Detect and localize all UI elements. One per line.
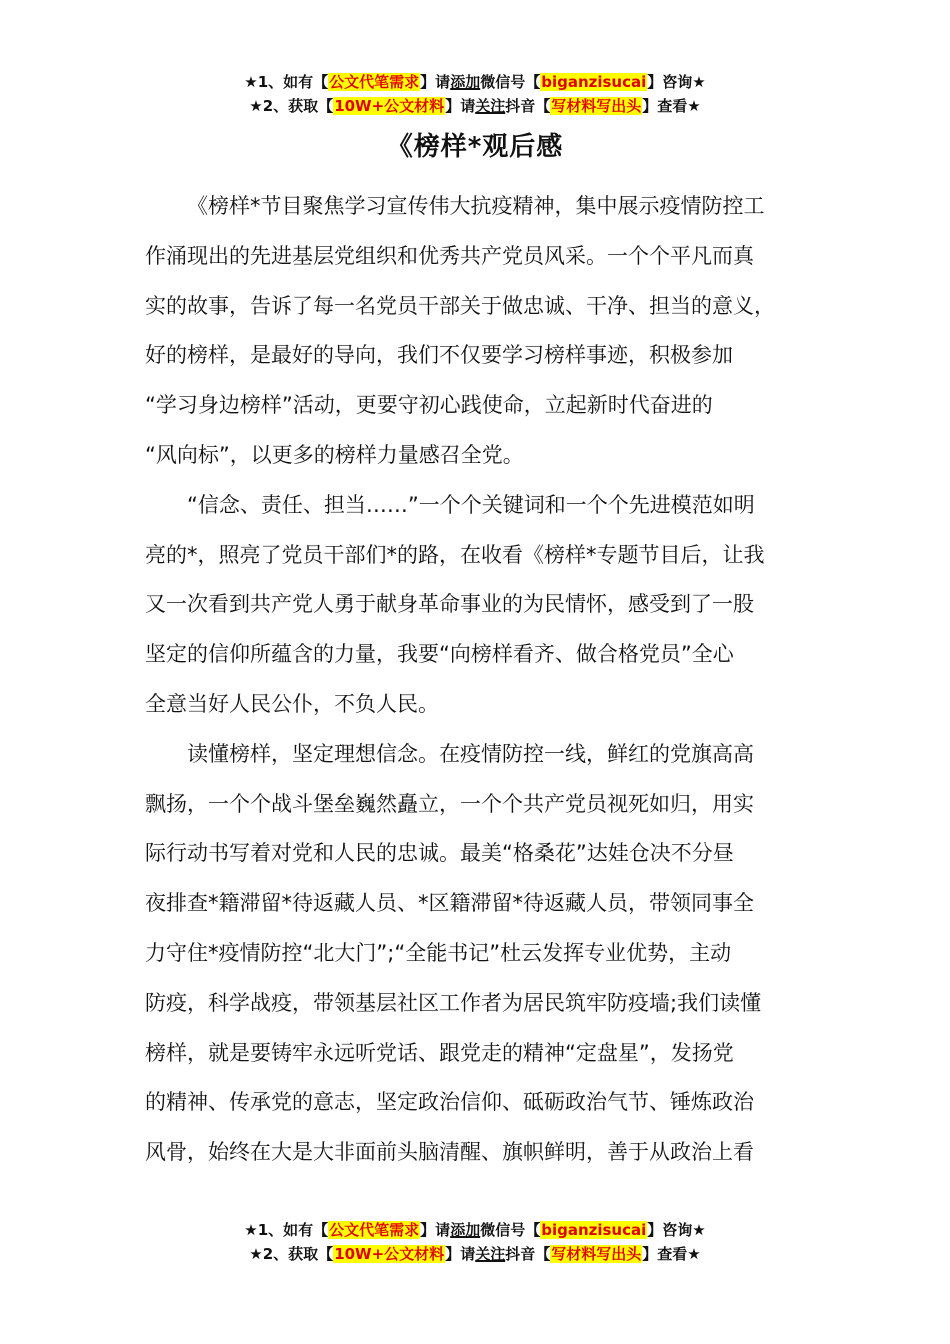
banner-text: 抖音【	[505, 97, 551, 115]
text-line: “风向标”，以更多的榜样力量感召全党。	[145, 442, 524, 467]
banner-text: 】请	[445, 1245, 476, 1263]
text-line: 好的榜样，是最好的导向，我们不仅要学习榜样事迹，积极参加	[145, 343, 733, 368]
banner-text: 微信号【	[480, 1221, 541, 1239]
document-title: 《榜样*观后感	[386, 132, 564, 162]
top-banner	[0, 70, 950, 118]
banner-text: 抖音【	[505, 1245, 551, 1263]
banner-text: 】查看★	[642, 97, 701, 115]
text-line: 坚定的信仰所蕴含的力量，我要“向榜样看齐、做合格党员”全心	[145, 642, 734, 667]
paragraph-3	[145, 730, 810, 1178]
banner-underlined-word: 关注	[475, 97, 506, 115]
text-line: 《榜样*节目聚焦学习宣传伟大抗疫精神，集中展示疫情防控工	[187, 194, 765, 218]
banner-text: 】咨询★	[647, 73, 706, 91]
banner-line-2	[0, 94, 950, 118]
text-line: 作涌现出的先进基层党组织和优秀共产党员风采。一个个平凡而真	[145, 243, 754, 268]
banner-text: ★2、获取【	[249, 1245, 334, 1263]
text-line: 榜样，就是要铸牢永远听党话、跟党走的精神“定盘星”，发扬党	[145, 1040, 734, 1065]
highlight-wechat-id: biganzisucai	[541, 1221, 647, 1239]
banner-line-1	[0, 70, 950, 94]
text-line: 际行动书写着对党和人民的忠诚。最美“格桑花”达娃仓决不分昼	[145, 841, 734, 866]
banner-text: 微信号【	[480, 73, 541, 91]
banner-text: ★2、获取【	[249, 97, 334, 115]
text-line: 读懂榜样，坚定理想信念。在疫情防控一线，鲜红的党旗高高	[187, 741, 754, 766]
highlight-materials: 10W+公文材料	[334, 1245, 445, 1263]
banner-text: 】请	[420, 1221, 451, 1239]
text-line: 防疫，科学战疫，带领基层社区工作者为居民筑牢防疫墙;我们读懂	[145, 990, 762, 1015]
text-line: 实的故事，告诉了每一名党员干部关于做忠诚、干净、担当的意义，	[145, 293, 775, 318]
text-line: 力守住*疫情防控“北大门”;“全能书记”杜云发挥专业优势，主动	[145, 940, 732, 965]
text-line: 飘扬，一个个战斗堡垒巍然矗立，一个个共产党员视死如归，用实	[145, 791, 754, 816]
banner-underlined-word: 添加	[450, 1221, 481, 1239]
highlight-douyin-account: 写材料写出头	[551, 97, 642, 115]
banner-line-2	[0, 1242, 950, 1266]
banner-text: 】查看★	[642, 1245, 701, 1263]
text-line: 又一次看到共产党人勇于献身革命事业的为民情怀，感受到了一股	[145, 592, 754, 617]
banner-text: 】请	[445, 97, 476, 115]
banner-line-1	[0, 1218, 950, 1242]
banner-text: 】请	[420, 73, 451, 91]
banner-underlined-word: 添加	[450, 73, 481, 91]
highlight-service: 公文代笔需求	[329, 1221, 420, 1239]
banner-text: 】咨询★	[647, 1221, 706, 1239]
text-line: “学习身边榜样”活动，更要守初心践使命，立起新时代奋进的	[145, 393, 713, 418]
text-line: 的精神、传承党的意志，坚定政治信仰、砥砺政治气节、锤炼政治	[145, 1090, 754, 1115]
banner-underlined-word: 关注	[475, 1245, 506, 1263]
text-line: 亮的*，照亮了党员干部们*的路，在收看《榜样*专题节目后，让我	[145, 542, 765, 567]
highlight-douyin-account: 写材料写出头	[551, 1245, 642, 1263]
bottom-banner	[0, 1218, 950, 1266]
text-line: 全意当好人民公仆，不负人民。	[145, 691, 439, 716]
document-body	[145, 182, 810, 1178]
paragraph-1	[145, 182, 810, 481]
text-line: 夜排查*籍滞留*待返藏人员、*区籍滞留*待返藏人员，带领同事全	[145, 891, 754, 916]
highlight-materials: 10W+公文材料	[334, 97, 445, 115]
paragraph-2	[145, 481, 810, 730]
highlight-service: 公文代笔需求	[329, 73, 420, 91]
text-line: 风骨，始终在大是大非面前头脑清醒、旗帜鲜明，善于从政治上看	[145, 1140, 754, 1165]
text-line: “信念、责任、担当……”一个个关键词和一个个先进模范如明	[187, 492, 755, 517]
banner-text: ★1、如有【	[244, 1221, 329, 1239]
banner-text: ★1、如有【	[244, 73, 329, 91]
highlight-wechat-id: biganzisucai	[541, 73, 647, 91]
